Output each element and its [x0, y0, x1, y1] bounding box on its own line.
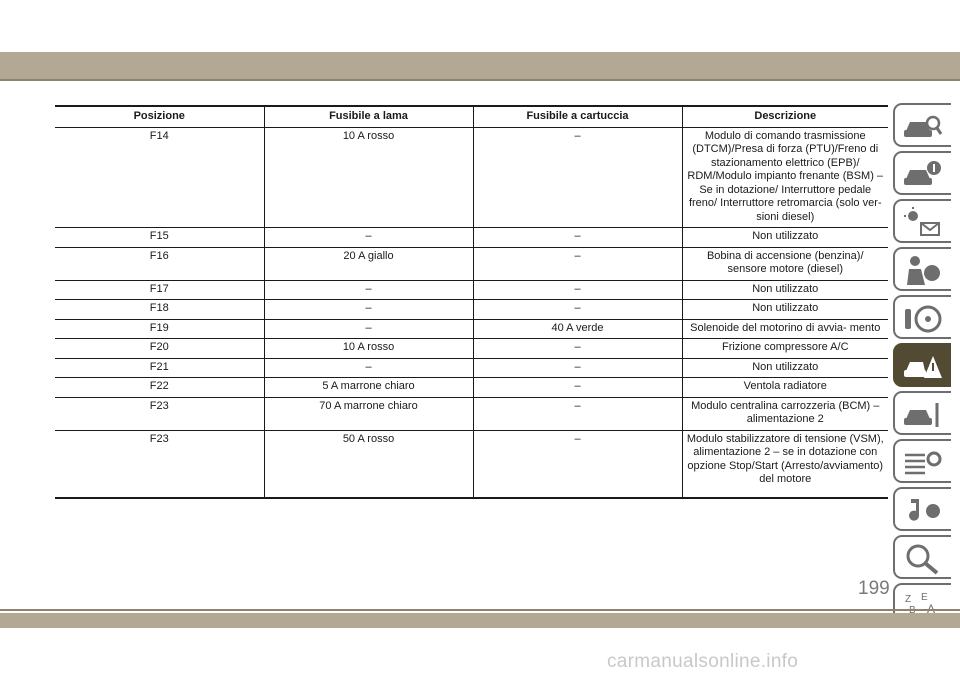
- watermark: carmanualsonline.info: [607, 651, 799, 672]
- cell-position: F19: [55, 319, 264, 339]
- cell-description: Bobina di accensione (benzina)/ sensore motore (diesel): [682, 247, 888, 280]
- tab-in-case-of-emergency[interactable]: [893, 343, 951, 387]
- cell-cartridge-fuse: –: [473, 280, 682, 300]
- cell-blade-fuse: –: [264, 319, 473, 339]
- search-icon: [903, 543, 943, 575]
- cell-description: Ventola radiatore: [682, 378, 888, 398]
- warning-lights-icon: [903, 207, 943, 239]
- cell-description: Non utilizzato: [682, 280, 888, 300]
- cell-cartridge-fuse: –: [473, 397, 682, 430]
- cell-cartridge-fuse: –: [473, 339, 682, 359]
- cell-blade-fuse: 10 A rosso: [264, 339, 473, 359]
- cell-position: F21: [55, 358, 264, 378]
- tab-servicing-maintenance[interactable]: [893, 391, 951, 435]
- airbag-safety-icon: [903, 255, 943, 287]
- table-row: [55, 319, 888, 339]
- tab-safety-lights[interactable]: [893, 199, 951, 243]
- cell-cartridge-fuse: 40 A verde: [473, 319, 682, 339]
- table-row: [55, 358, 888, 378]
- car-search-icon: [903, 111, 943, 143]
- steering-wheel-icon: [903, 303, 943, 335]
- column-header-blade-fuse: Fusibile a lama: [264, 106, 473, 127]
- tab-search[interactable]: [893, 535, 951, 579]
- cell-cartridge-fuse: –: [473, 300, 682, 320]
- specifications-icon: [903, 447, 943, 479]
- cell-position: F14: [55, 127, 264, 228]
- fuse-table: [55, 105, 888, 499]
- svg-text:Z: Z: [905, 594, 912, 605]
- tab-safety[interactable]: [893, 247, 951, 291]
- chapter-tabs: [893, 103, 960, 631]
- cell-blade-fuse: 20 A giallo: [264, 247, 473, 280]
- cell-description: Modulo stabilizzatore di tensione (VSM), alimentazione 2 – se in dotazione con opzione Stop/Start (Arresto/avviamento) del motore: [682, 430, 888, 498]
- cell-blade-fuse: 50 A rosso: [264, 430, 473, 498]
- cell-description: Frizione compressore A/C: [682, 339, 888, 359]
- tab-starting-operating[interactable]: [893, 295, 951, 339]
- tab-technical-specifications[interactable]: [893, 439, 951, 483]
- table-row: [55, 378, 888, 398]
- page-number: 199: [858, 578, 890, 599]
- column-header-cartridge-fuse: Fusibile a cartuccia: [473, 106, 682, 127]
- car-emergency-icon: [903, 351, 943, 383]
- cell-position: F22: [55, 378, 264, 398]
- cell-description: Modulo di comando trasmissione (DTCM)/Presa di forza (PTU)/Freno di stazionamento elettrico (EPB)/ RDM/Modulo impianto frenante (BSM) – Se in dotazione/ Interruttore pedale freno/ Interruttore retromarcia (solo ver- sioni diesel): [682, 127, 888, 228]
- column-header-description: Descrizione: [682, 106, 888, 127]
- header-band-line: [0, 79, 960, 81]
- cell-cartridge-fuse: –: [473, 430, 682, 498]
- cell-blade-fuse: 10 A rosso: [264, 127, 473, 228]
- table-row: [55, 127, 888, 228]
- table-row: [55, 228, 888, 248]
- table-row: [55, 247, 888, 280]
- cell-description: Non utilizzato: [682, 300, 888, 320]
- cell-blade-fuse: –: [264, 280, 473, 300]
- column-header-position: Posizione: [55, 106, 264, 127]
- cell-blade-fuse: –: [264, 300, 473, 320]
- svg-text:E: E: [921, 592, 928, 603]
- cell-position: F23: [55, 397, 264, 430]
- tab-multimedia[interactable]: [893, 487, 951, 531]
- cell-cartridge-fuse: –: [473, 378, 682, 398]
- cell-blade-fuse: 5 A marrone chiaro: [264, 378, 473, 398]
- cell-cartridge-fuse: –: [473, 127, 682, 228]
- cell-description: Solenoide del motorino di avvia- mento: [682, 319, 888, 339]
- footer-band-line: [0, 609, 960, 611]
- cell-description: Non utilizzato: [682, 358, 888, 378]
- cell-cartridge-fuse: –: [473, 358, 682, 378]
- cell-position: F15: [55, 228, 264, 248]
- car-info-icon: [903, 159, 943, 191]
- cell-position: F18: [55, 300, 264, 320]
- tab-getting-to-know-vehicle[interactable]: [893, 103, 951, 147]
- footer-band: [0, 613, 960, 628]
- cell-cartridge-fuse: –: [473, 228, 682, 248]
- cell-description: Modulo centralina carrozzeria (BCM) – alimentazione 2: [682, 397, 888, 430]
- table-row: [55, 280, 888, 300]
- header-band: [0, 52, 960, 79]
- multimedia-icon: [903, 495, 943, 527]
- tab-getting-to-know-dashboard[interactable]: [893, 151, 951, 195]
- cell-position: F16: [55, 247, 264, 280]
- cell-position: F20: [55, 339, 264, 359]
- table-header-row: [55, 106, 888, 127]
- cell-position: F17: [55, 280, 264, 300]
- table-row: [55, 300, 888, 320]
- cell-blade-fuse: –: [264, 358, 473, 378]
- table-row: [55, 397, 888, 430]
- table-row: [55, 339, 888, 359]
- cell-position: F23: [55, 430, 264, 498]
- car-service-icon: [903, 399, 943, 431]
- cell-blade-fuse: 70 A marrone chiaro: [264, 397, 473, 430]
- cell-cartridge-fuse: –: [473, 247, 682, 280]
- cell-blade-fuse: –: [264, 228, 473, 248]
- table-row: [55, 430, 888, 498]
- cell-description: Non utilizzato: [682, 228, 888, 248]
